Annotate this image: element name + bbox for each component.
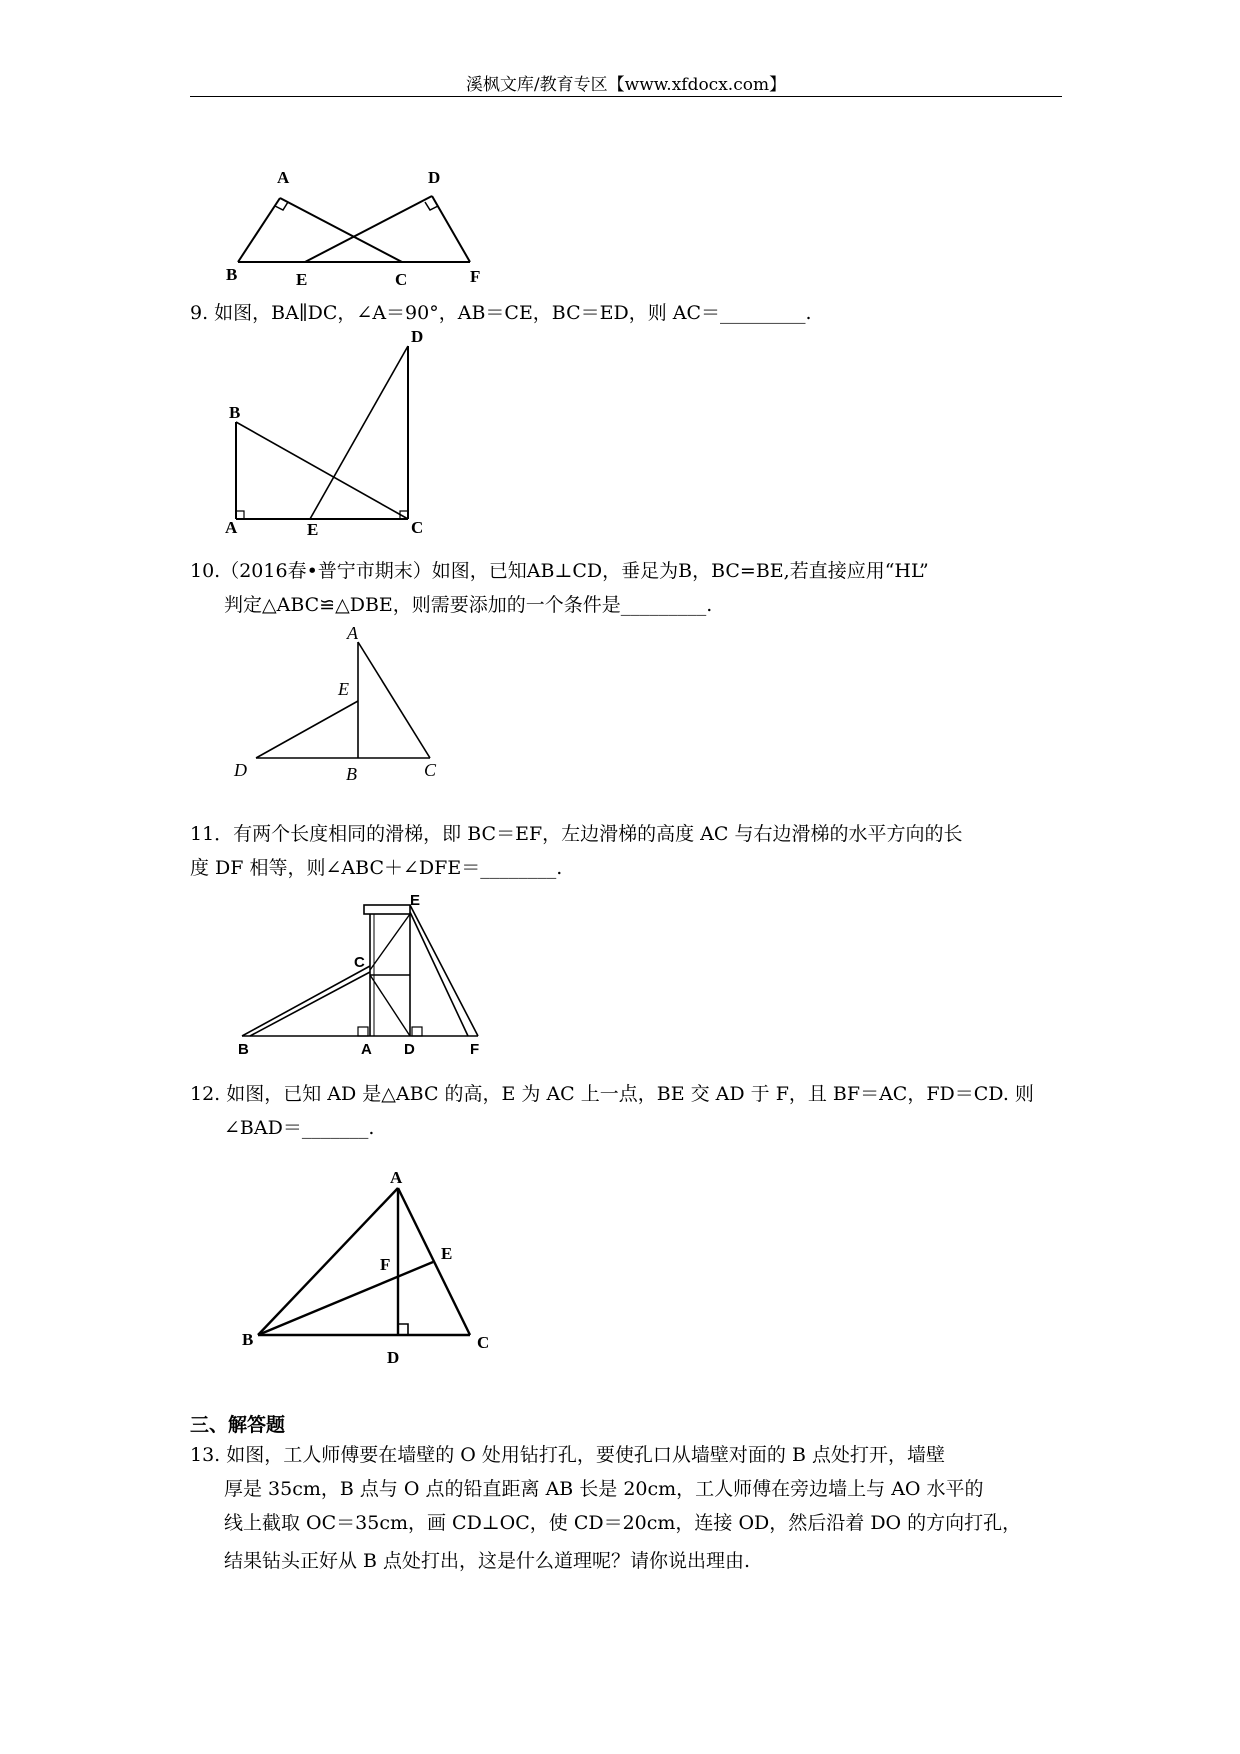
label-C: C xyxy=(424,760,437,780)
label-D: D xyxy=(234,760,247,780)
label-C: C xyxy=(354,954,365,971)
label-F: F xyxy=(470,1041,480,1058)
label-C: C xyxy=(395,270,408,289)
label-F: F xyxy=(380,1255,391,1274)
question-11-line-2: 度 DF 相等，则∠ABC＋∠DFE＝________. xyxy=(190,857,563,879)
right-angle-mark-D xyxy=(398,1324,408,1335)
label-B: B xyxy=(226,265,238,284)
section-heading-3: 三、解答题 xyxy=(190,1414,286,1436)
question-13-line-1: 13. 如图，工人师傅要在墙壁的 O 处用钻打孔，要使孔口从墙壁对面的 B 点处打开，墙壁 xyxy=(190,1444,945,1466)
question-12-line-2: ∠BAD＝_______. xyxy=(224,1117,375,1139)
label-F: F xyxy=(470,267,481,286)
label-B: B xyxy=(238,1041,249,1058)
label-E: E xyxy=(296,270,308,289)
question-13-line-2: 厚是 35cm，B 点与 O 点的铅直距离 AB 长是 20cm，工人师傅在旁边墙上与 AO 水平的 xyxy=(224,1478,984,1500)
label-E: E xyxy=(307,520,319,539)
label-D: D xyxy=(411,327,424,346)
question-9-text: 9. 如图，BA∥DC，∠A＝90°，AB＝CE，BC＝ED，则 AC＝_________. xyxy=(190,302,812,324)
segment-AB xyxy=(258,1188,398,1335)
question-12-line-1: 12. 如图，已知 AD 是△ABC 的高，E 为 AC 上一点，BE 交 AD 于 F，且 BF＝AC，FD＝CD. 则 xyxy=(190,1083,1034,1105)
question-13-line-3: 线上截取 OC＝35cm，画 CD⊥OC，使 CD＝20cm，连接 OD，然后沿着 DO 的方向打孔， xyxy=(224,1512,1022,1534)
label-A: A xyxy=(225,518,238,537)
label-D: D xyxy=(387,1348,400,1367)
label-E: E xyxy=(441,1244,453,1263)
label-A: A xyxy=(361,1041,372,1058)
question-10-line-2: 判定△ABC≌△DBE，则需要添加的一个条件是_________. xyxy=(224,594,713,616)
label-D: D xyxy=(428,168,441,187)
question-13 xyxy=(190,1438,1070,1578)
label-B: B xyxy=(346,764,357,784)
question-10-line-1: 10.（2016春•普宁市期末）如图，已知AB⊥CD，垂足为B，BC=BE,若直接应用“HL” xyxy=(190,560,929,582)
question-13-line-4: 结果钻头正好从 B 点处打出，这是什么道理呢？请你说出理由. xyxy=(224,1550,751,1572)
label-C: C xyxy=(411,518,424,537)
label-A: A xyxy=(277,168,290,187)
question-11-line-1: 11．有两个长度相同的滑梯，即 BC＝EF，左边滑梯的高度 AC 与右边滑梯的水平方向的长 xyxy=(190,823,963,845)
label-E: E xyxy=(410,892,421,909)
label-C: C xyxy=(477,1333,490,1352)
label-D: D xyxy=(404,1041,415,1058)
segment-AC xyxy=(398,1188,470,1335)
label-A: A xyxy=(347,623,358,643)
label-B: B xyxy=(229,403,241,422)
page-header: 溪枫文库/教育专区【www.xfdocx.com】 xyxy=(465,75,787,95)
label-A: A xyxy=(390,1168,403,1187)
label-E: E xyxy=(338,679,349,699)
label-B: B xyxy=(242,1330,254,1349)
